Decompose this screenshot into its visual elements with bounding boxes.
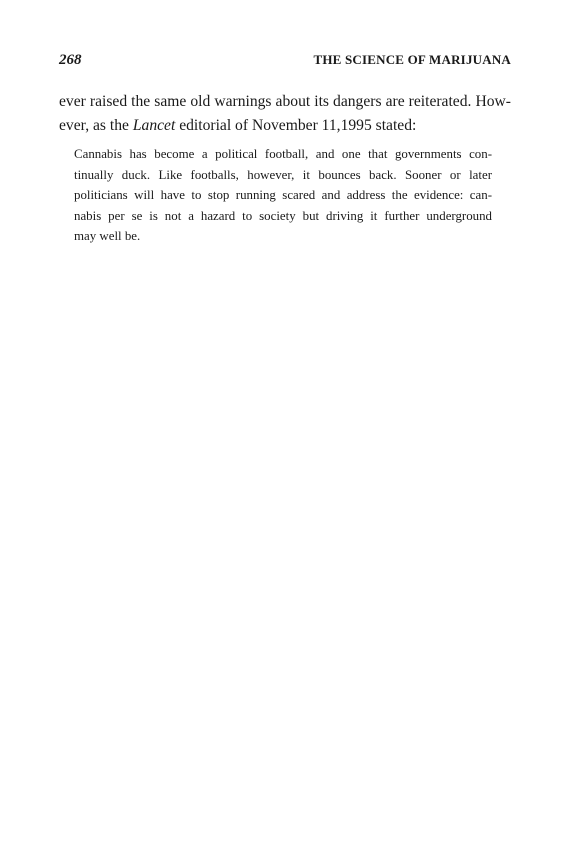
quote-line: Cannabis has become a political football, and one that governments con- <box>74 147 492 161</box>
body-line-1: ever raised the same old warnings about its dangers are reiterated. How- <box>59 93 511 110</box>
journal-name: Lancet <box>132 117 176 134</box>
page-number: 268 <box>59 52 82 68</box>
quote-line: politicians will have to stop running scared and address the evidence: can- <box>74 188 492 202</box>
body-line-2 <box>59 114 511 138</box>
body-line-2-start: ever, as the <box>59 117 133 134</box>
block-quote <box>74 144 492 247</box>
book-title: THE SCIENCE OF MARIJUANA <box>313 52 511 67</box>
body-line-2-end: editorial of November 11,1995 stated: <box>175 117 417 134</box>
running-head <box>59 52 511 74</box>
quote-line: nabis per se is not a hazard to society but driving it further underground <box>74 208 492 223</box>
body-paragraph <box>59 90 511 138</box>
quote-line: may well be. <box>74 229 141 243</box>
quote-line: tinually duck. Like footballs, however, it bounces back. Sooner or later <box>74 167 492 182</box>
book-page <box>59 52 511 247</box>
